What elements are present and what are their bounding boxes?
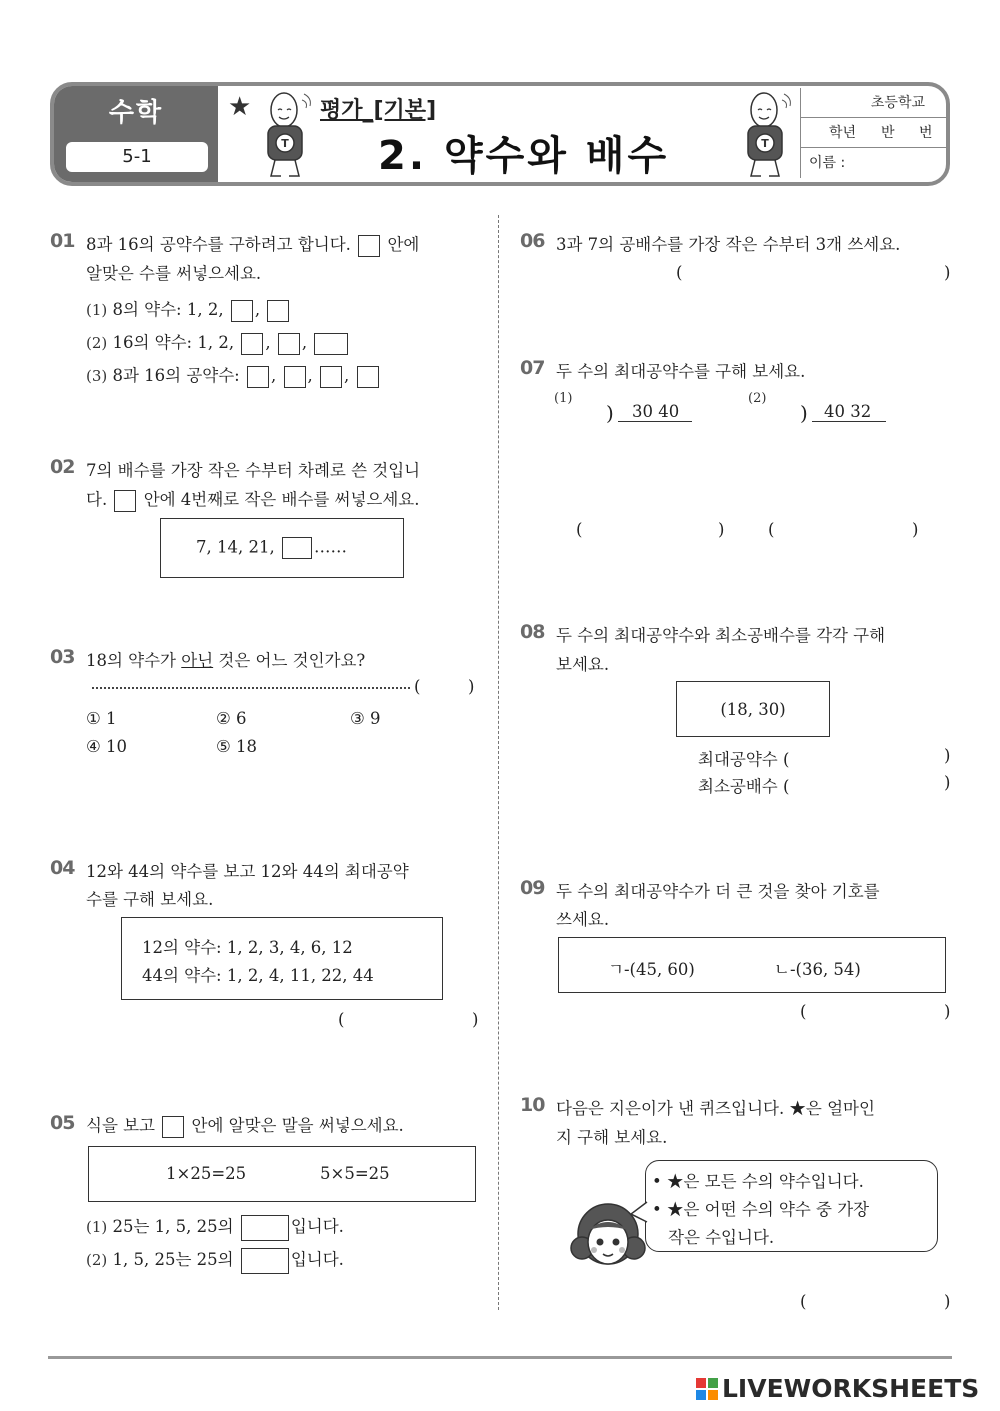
answer-input[interactable] <box>782 518 908 542</box>
dotted-leader <box>92 687 410 689</box>
answer-open-paren: ( <box>800 1292 807 1311</box>
answer-open-paren: ( <box>676 263 683 282</box>
answer-close-paren: ) <box>468 677 475 696</box>
comma: , <box>301 333 308 352</box>
equation-box <box>88 1146 476 1202</box>
q2-line1: 7의 배수를 가장 작은 수부터 차례로 쓴 것입니 <box>86 461 421 480</box>
answer-input[interactable] <box>357 366 379 388</box>
answer-input[interactable] <box>590 518 714 542</box>
answer-close-paren: ) <box>912 520 919 539</box>
answer-close-paren: ) <box>944 773 951 792</box>
q4-line1: 12와 44의 약수를 보고 12와 44의 최대공약 <box>86 862 409 881</box>
liveworksheets-logo-icon <box>696 1378 718 1400</box>
ellipsis: …… <box>313 537 347 557</box>
q1-line2: 알맞은 수를 써넣으세요. <box>86 264 262 283</box>
q5-part1 <box>86 1213 344 1241</box>
q7-part2-numbers: 40 32 <box>812 402 886 422</box>
svg-text:T: T <box>281 137 289 150</box>
number-pair: (18, 30) <box>720 700 786 719</box>
answer-close-paren: ) <box>944 1002 951 1021</box>
blank-box-icon <box>358 235 380 257</box>
subject-label: 수학 <box>108 98 164 128</box>
answer-open-paren: ( <box>800 1002 807 1021</box>
q9-line2: 쓰세요. <box>556 910 610 929</box>
q1-line1-end: 안에 <box>387 235 420 254</box>
answer-open-paren: ( <box>414 677 421 696</box>
answer-input[interactable] <box>690 261 940 285</box>
division-bracket: ) <box>800 401 808 425</box>
column-divider <box>498 215 499 1310</box>
q7-line1: 두 수의 최대공약수를 구해 보세요. <box>556 362 806 381</box>
q4-box-line2: 44의 약수: 1, 2, 4, 11, 22, 44 <box>142 966 374 985</box>
q1-part1 <box>86 296 291 322</box>
q7-part1-numbers: 30 40 <box>618 402 692 422</box>
answer-input[interactable] <box>314 333 348 355</box>
sequence-text: 7, 14, 21, <box>196 537 275 557</box>
answer-input[interactable] <box>426 676 466 700</box>
answer-open-paren: ( <box>768 520 775 539</box>
answer-input[interactable] <box>814 1000 940 1024</box>
evaluation-label-text: 평가_[기본] <box>320 98 437 123</box>
q4-box-line1: 12의 약수: 1, 2, 3, 4, 6, 12 <box>142 938 353 957</box>
q2-line2 <box>86 486 420 512</box>
answer-input[interactable] <box>267 300 289 322</box>
answer-input[interactable] <box>247 366 269 388</box>
part-label: (2) <box>86 1251 108 1269</box>
q5-line1-end: 안에 알맞은 말을 써넣으세요. <box>191 1116 404 1135</box>
comma: , <box>344 366 350 385</box>
choice-item[interactable]: ② 6 <box>216 709 247 728</box>
part-label: (3) <box>86 367 108 385</box>
q5-part2 <box>86 1246 344 1274</box>
q5-part1-after: 입니다. <box>290 1217 344 1236</box>
option-a: ㄱ-(45, 60) <box>608 960 695 979</box>
division-bracket: ) <box>606 401 614 425</box>
part-label: (2) <box>86 334 108 352</box>
q5-part1-before: 25는 1, 5, 25의 <box>112 1217 234 1236</box>
question-number: 04 <box>50 857 75 879</box>
q8-line2: 보세요. <box>556 655 610 674</box>
q1-part2 <box>86 329 350 355</box>
comma: , <box>307 366 313 385</box>
work-area[interactable] <box>804 432 904 492</box>
q1-part2-text: 16의 약수: 1, 2, <box>112 333 235 352</box>
page-title: 2. 약수와 배수 <box>378 133 670 179</box>
school-field[interactable]: 초등학교 <box>801 88 947 118</box>
quiz-bullet-2: • ★은 어떤 수의 약수 중 가장 <box>652 1200 870 1219</box>
q6-line1: 3과 7의 공배수를 가장 작은 수부터 3개 쓰세요. <box>556 235 901 254</box>
answer-input[interactable] <box>284 366 306 388</box>
part-label: (1) <box>554 391 573 406</box>
lcm-label: 최소공배수 ( <box>698 777 790 796</box>
part-label: (1) <box>86 1218 108 1236</box>
q3-text-after: 것은 어느 것인가요? <box>218 651 366 670</box>
speech-bubble-tail <box>630 1200 648 1224</box>
name-field[interactable]: 이름 : <box>809 155 846 171</box>
q5-part2-before: 1, 5, 25는 25의 <box>112 1250 234 1269</box>
part-label: (2) <box>748 391 767 406</box>
number-field-label: 번 <box>919 125 933 141</box>
answer-input[interactable] <box>320 366 342 388</box>
q3-text-underlined: 아닌 <box>181 651 214 670</box>
question-number: 03 <box>50 646 75 668</box>
answer-input[interactable] <box>241 1248 289 1274</box>
equation-1: 1×25=25 <box>166 1164 247 1183</box>
choice-item[interactable]: ⑤ 18 <box>216 737 258 756</box>
answer-input[interactable] <box>241 1215 289 1241</box>
answer-input[interactable] <box>278 333 300 355</box>
grade-field-label: 학년 <box>829 125 857 141</box>
quiz-bullet-2-cont: 작은 수입니다. <box>668 1228 775 1247</box>
question-number: 01 <box>50 230 75 252</box>
svg-text:T: T <box>761 137 769 150</box>
class-field[interactable] <box>801 118 947 148</box>
answer-close-paren: ) <box>472 1010 479 1029</box>
answer-input[interactable] <box>814 1290 940 1314</box>
comma: , <box>271 366 277 385</box>
class-field-label: 반 <box>881 125 895 141</box>
question-number: 07 <box>520 357 545 379</box>
equation-2: 5×5=25 <box>320 1164 390 1183</box>
choice-item[interactable]: ④ 10 <box>86 737 128 756</box>
grade-label: 5-1 <box>66 142 208 172</box>
blank-box-icon <box>114 490 136 512</box>
lcm-answer-input[interactable] <box>812 771 940 795</box>
answer-input[interactable] <box>231 300 253 322</box>
gcd-answer-input[interactable] <box>812 744 940 768</box>
answer-close-paren: ) <box>944 1292 951 1311</box>
blank-box-icon <box>162 1116 184 1138</box>
mascot-icon-right <box>738 90 794 182</box>
mascot-icon <box>258 90 314 182</box>
choice-item[interactable]: ① 1 <box>86 709 117 728</box>
option-b: ㄴ-(36, 54) <box>774 960 861 979</box>
answer-open-paren: ( <box>576 520 583 539</box>
q3-text-before: 18의 약수가 <box>86 651 176 670</box>
q9-line1: 두 수의 최대공약수가 더 큰 것을 찾아 기호를 <box>556 882 880 901</box>
gcd-label: 최대공약수 ( <box>698 750 790 769</box>
q1-part3 <box>86 362 381 388</box>
choice-item[interactable]: ③ 9 <box>350 709 381 728</box>
q2-line2-start: 다. <box>86 490 108 509</box>
q10-line2: 지 구해 보세요. <box>556 1128 668 1147</box>
q1-part3-text: 8과 16의 공약수: <box>112 366 240 385</box>
answer-input[interactable] <box>352 1008 468 1032</box>
q3-line1 <box>86 647 365 671</box>
star-icon: ★ <box>228 92 252 122</box>
brand-logo[interactable]: LIVEWORKSHEETS <box>722 1374 980 1403</box>
q5-line1-start: 식을 보고 <box>86 1116 156 1135</box>
answer-close-paren: ) <box>944 263 951 282</box>
question-number: 02 <box>50 456 75 478</box>
quiz-bullet-1: • ★은 모든 수의 약수입니다. <box>652 1172 864 1191</box>
question-number: 08 <box>520 621 545 643</box>
q1-part1-text: 8의 약수: 1, 2, <box>112 300 224 319</box>
question-number: 09 <box>520 877 545 899</box>
answer-close-paren: ) <box>718 520 725 539</box>
evaluation-label <box>320 93 436 124</box>
q5-line1 <box>86 1112 404 1138</box>
footer-rule <box>48 1356 952 1359</box>
question-number: 06 <box>520 230 545 252</box>
answer-open-paren: ( <box>338 1010 345 1029</box>
q2-line2-end: 안에 4번째로 작은 배수를 써넣으세요. <box>143 490 420 509</box>
q2-sequence <box>196 537 347 559</box>
question-number: 05 <box>50 1112 75 1134</box>
q1-line1-text: 8과 16의 공약수를 구하려고 합니다. <box>86 235 351 254</box>
answer-input[interactable] <box>241 333 263 355</box>
q4-line2: 수를 구해 보세요. <box>86 890 214 909</box>
q8-line1: 두 수의 최대공약수와 최소공배수를 각각 구해 <box>556 626 886 645</box>
question-number: 10 <box>520 1094 545 1116</box>
q10-line1: 다음은 지은이가 낸 퀴즈입니다. ★은 얼마인 <box>556 1099 875 1118</box>
q1-line1 <box>86 231 419 257</box>
student-info-box <box>800 88 946 178</box>
work-area[interactable] <box>610 432 710 492</box>
part-label: (1) <box>86 301 108 319</box>
divisors-box <box>121 917 443 1000</box>
answer-close-paren: ) <box>944 746 951 765</box>
comma: , <box>265 333 271 352</box>
comma: , <box>254 300 261 319</box>
answer-input[interactable] <box>282 537 312 559</box>
q5-part2-after: 입니다. <box>290 1250 344 1269</box>
